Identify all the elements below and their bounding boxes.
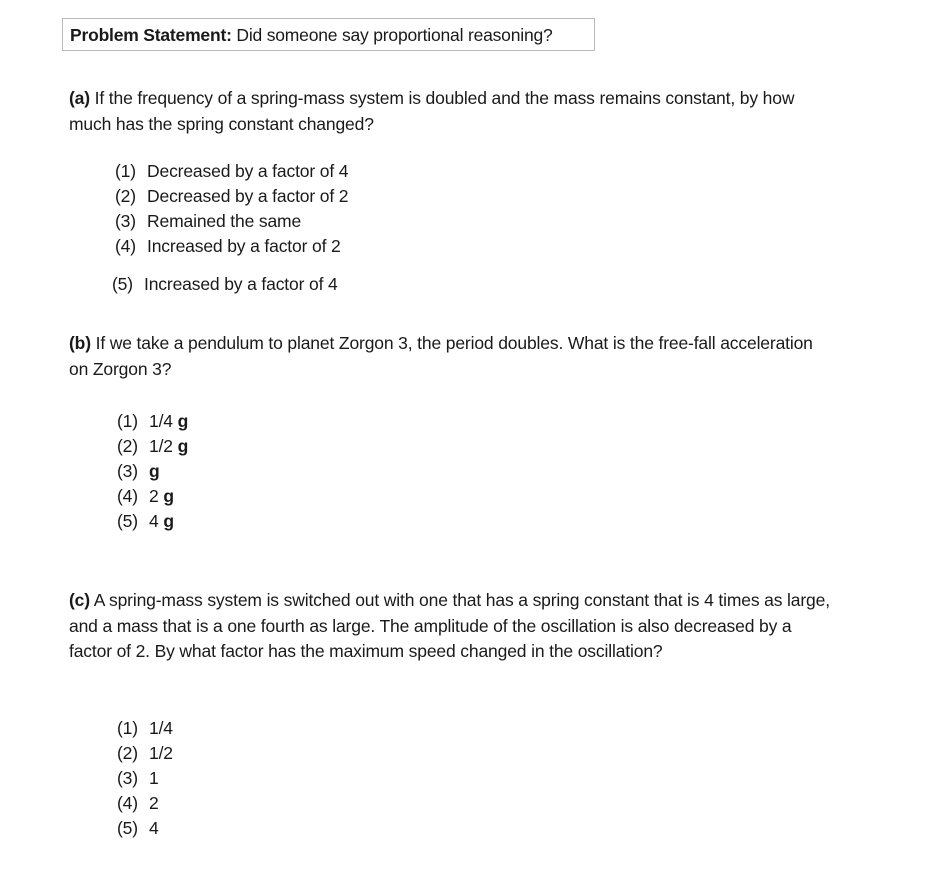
option-number: (5) <box>117 818 138 838</box>
question-a-option-3 <box>115 209 348 234</box>
option-text: Remained the same <box>147 211 302 231</box>
question-c-label: (c) <box>69 590 90 610</box>
option-number: (3) <box>117 461 138 481</box>
question-c-option-4 <box>117 791 173 816</box>
option-number: (5) <box>112 274 133 294</box>
question-b-label: (b) <box>69 333 91 353</box>
option-unit: g <box>163 486 174 506</box>
question-a-option-5 <box>112 272 338 297</box>
question-a-label: (a) <box>69 88 90 108</box>
problem-statement-text: Did someone say proportional reasoning? <box>236 25 553 45</box>
question-a <box>69 86 829 137</box>
question-b-option-2 <box>117 434 188 459</box>
option-unit: g <box>163 511 174 531</box>
question-b-option-1 <box>117 409 188 434</box>
option-number: (4) <box>117 793 138 813</box>
question-b-option-3 <box>117 459 188 484</box>
option-unit: g <box>149 461 160 481</box>
question-a-option-2 <box>115 184 348 209</box>
question-a-options <box>115 159 348 259</box>
option-text: 2 <box>149 486 159 506</box>
option-text: 1 <box>149 768 159 788</box>
option-text: 1/4 <box>149 411 173 431</box>
option-number: (2) <box>115 186 136 206</box>
option-number: (3) <box>117 768 138 788</box>
option-text: 4 <box>149 818 159 838</box>
option-text: 4 <box>149 511 159 531</box>
option-text: Increased by a factor of 2 <box>147 236 341 256</box>
option-text: 2 <box>149 793 159 813</box>
option-unit: g <box>177 411 189 431</box>
option-text: Decreased by a factor of 4 <box>147 161 349 181</box>
option-number: (1) <box>117 411 138 431</box>
question-b-text: If we take a pendulum to planet Zorgon 3, the period doubles. What is the free-fall acceleration on Zorgon 3? <box>69 333 813 379</box>
option-number: (3) <box>115 211 136 231</box>
question-b-options <box>117 409 188 534</box>
option-number: (4) <box>117 486 138 506</box>
question-c-option-5 <box>117 816 173 841</box>
option-number: (1) <box>117 718 138 738</box>
option-number: (2) <box>117 436 138 456</box>
option-text: Increased by a factor of 4 <box>144 274 338 294</box>
option-text: 1/4 <box>149 718 173 738</box>
question-a-text: If the frequency of a spring-mass system is doubled and the mass remains constant, by how much has the spring constant changed? <box>69 88 795 134</box>
question-c-options <box>117 716 173 841</box>
question-c <box>69 588 839 665</box>
option-text: 1/2 <box>149 436 173 456</box>
option-number: (4) <box>115 236 136 256</box>
option-text: Decreased by a factor of 2 <box>147 186 349 206</box>
question-a-option-1 <box>115 159 348 184</box>
question-c-option-3 <box>117 766 173 791</box>
question-c-option-1 <box>117 716 173 741</box>
problem-statement-label: Problem Statement: <box>70 25 232 45</box>
question-b <box>69 331 829 382</box>
question-a-option-4 <box>115 234 348 259</box>
option-unit: g <box>177 436 189 456</box>
question-b-option-5 <box>117 509 188 534</box>
option-number: (2) <box>117 743 138 763</box>
option-number: (1) <box>115 161 136 181</box>
question-b-option-4 <box>117 484 188 509</box>
question-c-option-2 <box>117 741 173 766</box>
option-text: 1/2 <box>149 743 173 763</box>
question-a-options-extra <box>112 272 338 297</box>
problem-statement-box <box>62 18 595 51</box>
question-c-text: A spring-mass system is switched out with one that has a spring constant that is 4 times as large, and a mass that is a one fourth as large. The amplitude of the oscillation is also decreased by a factor of 2. By what factor has the maximum speed changed in the oscillation? <box>69 590 830 661</box>
option-number: (5) <box>117 511 138 531</box>
